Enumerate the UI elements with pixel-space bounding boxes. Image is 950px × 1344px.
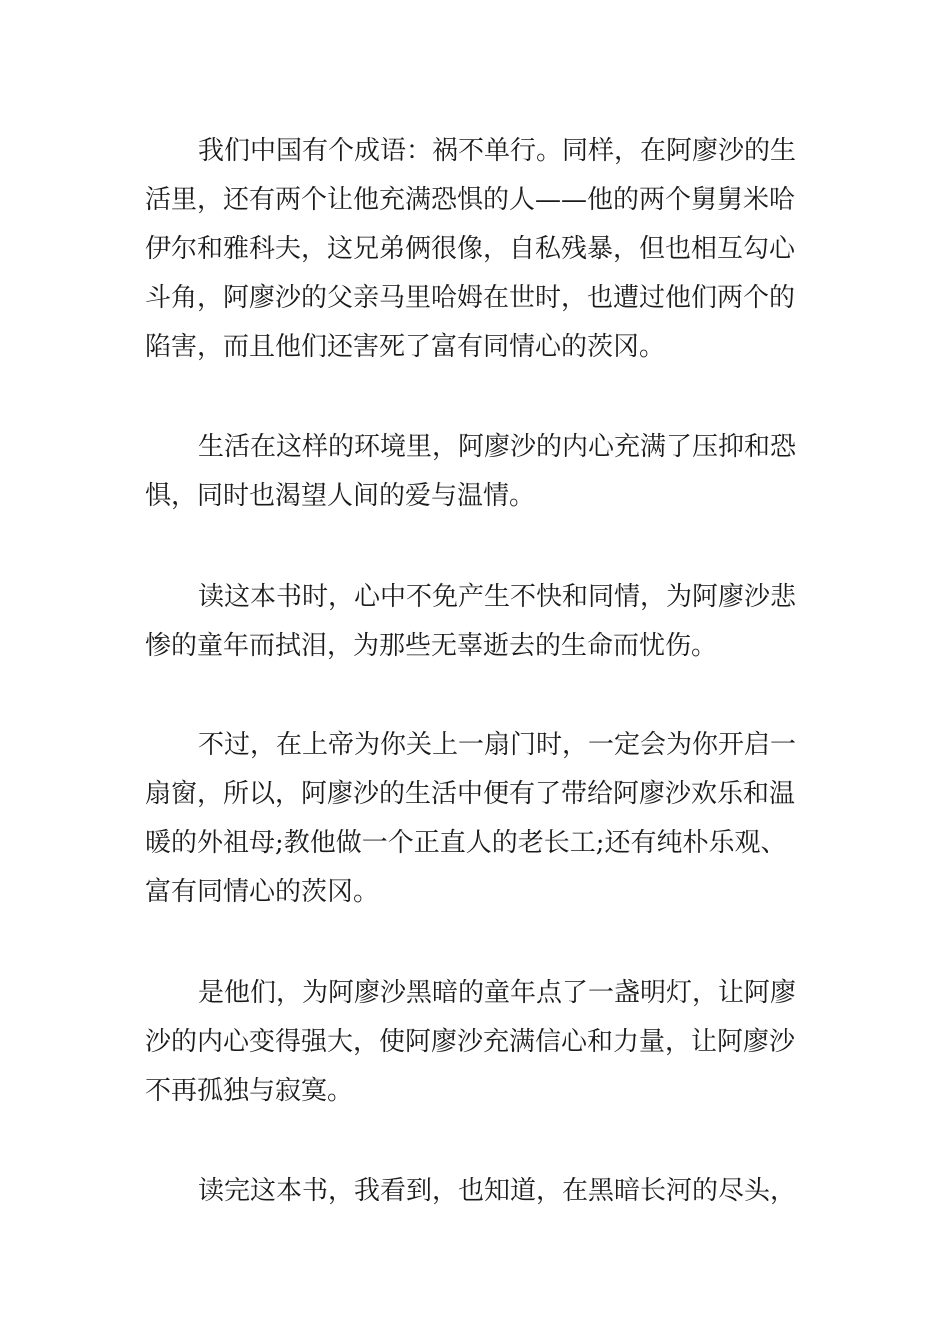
paragraph-line: 惨的童年而拭泪，为那些无辜逝去的生命而忧伤。 bbox=[145, 631, 718, 661]
paragraph-line: 伊尔和雅科夫，这兄弟俩很像，自私残暴，但也相互勾心 bbox=[145, 234, 796, 264]
paragraph-line: 我们中国有个成语：祸不单行。同样，在阿廖沙的生 bbox=[198, 136, 797, 166]
paragraph-line: 生活在这样的环境里，阿廖沙的内心充满了压抑和恐 bbox=[198, 432, 797, 462]
paragraph-2 bbox=[145, 423, 810, 521]
paragraph-1 bbox=[145, 127, 810, 372]
paragraph-4 bbox=[145, 721, 810, 917]
paragraph-5 bbox=[145, 969, 810, 1116]
paragraph-line: 是他们，为阿廖沙黑暗的童年点了一盏明灯，让阿廖 bbox=[198, 978, 797, 1008]
paragraph-line: 活里，还有两个让他充满恐惧的人——他的两个舅舅米哈 bbox=[145, 185, 796, 215]
paragraph-line: 读这本书时，心中不免产生不快和同情，为阿廖沙悲 bbox=[198, 582, 797, 612]
paragraph-line: 沙的内心变得强大，使阿廖沙充满信心和力量，让阿廖沙 bbox=[145, 1027, 796, 1057]
paragraph-line: 惧，同时也渴望人间的爱与温情。 bbox=[145, 481, 536, 511]
paragraph-line: 不再孤独与寂寞。 bbox=[145, 1076, 354, 1106]
paragraph-line: 富有同情心的茨冈。 bbox=[145, 877, 380, 907]
paragraph-line: 扇窗，所以，阿廖沙的生活中便有了带给阿廖沙欢乐和温 bbox=[145, 779, 796, 809]
paragraph-line: 陷害，而且他们还害死了富有同情心的茨冈。 bbox=[145, 332, 666, 362]
paragraph-line: 读完这本书，我看到，也知道，在黑暗长河的尽头， bbox=[198, 1176, 797, 1206]
paragraph-line: 斗角，阿廖沙的父亲马里哈姆在世时，也遭过他们两个的 bbox=[145, 283, 796, 313]
paragraph-3 bbox=[145, 573, 810, 671]
paragraph-line: 不过，在上帝为你关上一扇门时，一定会为你开启一 bbox=[198, 730, 797, 760]
paragraph-6 bbox=[145, 1167, 810, 1216]
paragraph-line: 暖的外祖母;教他做一个正直人的老长工;还有纯朴乐观、 bbox=[145, 828, 787, 858]
